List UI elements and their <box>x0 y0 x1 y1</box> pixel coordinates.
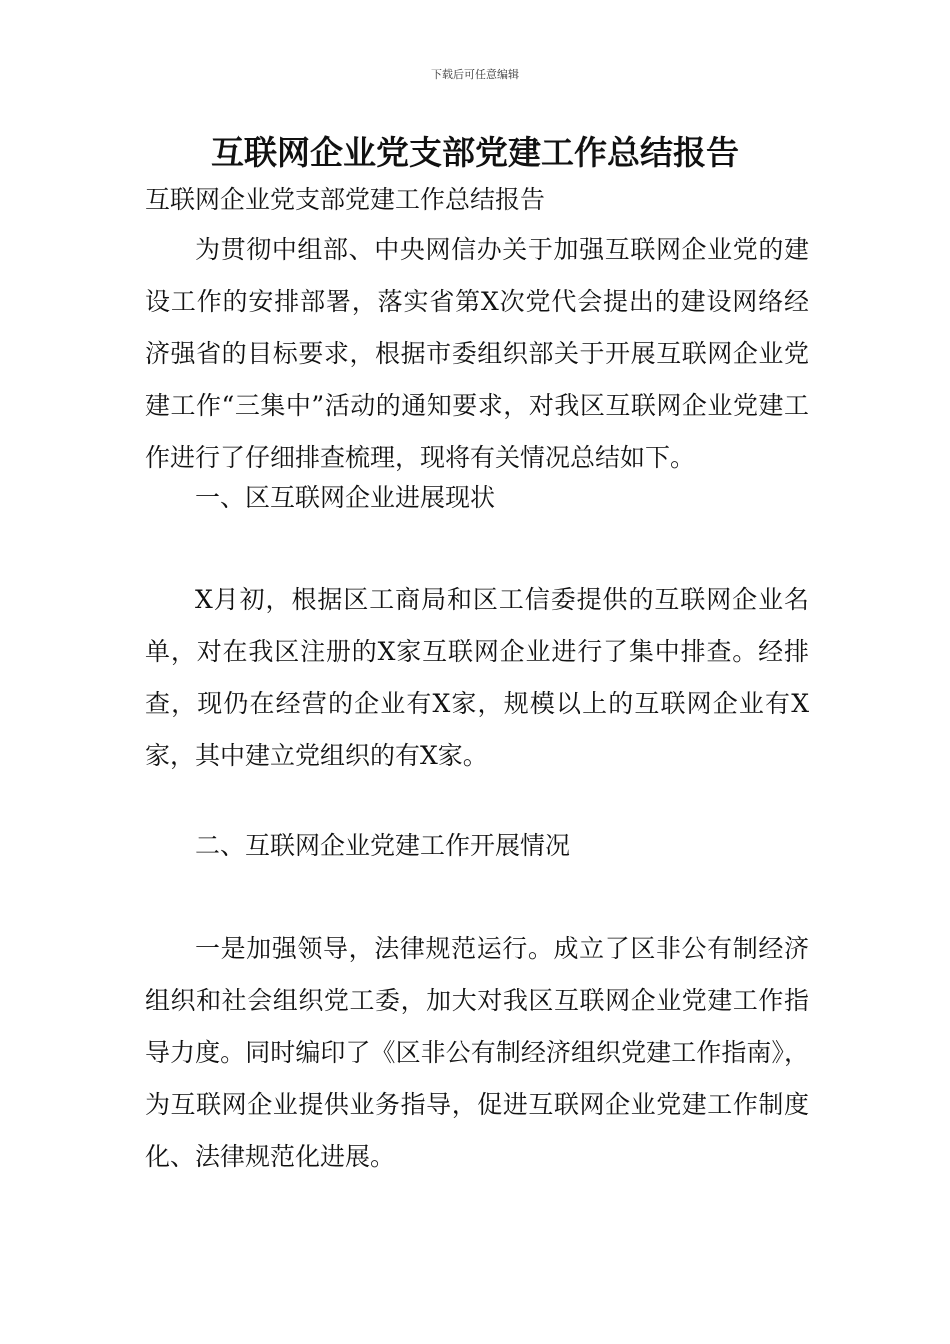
document-title: 互联网企业党支部党建工作总结报告 <box>211 133 739 172</box>
section-heading-1: 一、区互联网企业进展现状 <box>195 483 496 512</box>
paragraph-leadership: 一是加强领导，法律规范运行。成立了区非公有制经济组织和社会组织党工委，加大对我区互联网企业党建工作指导力度。同时编印了《区非公有制经济组织党建工作指南》，为互联网企业提供业务指导，促进互联网企业党建工作制度化、法律规范化进展。 <box>145 934 809 1171</box>
paragraph-intro: 为贯彻中组部、中央网信办关于加强互联网企业党的建设工作的安排部署，落实省第X次党代会提出的建设网络经济强省的目标要求，根据市委组织部关于开展互联网企业党建工作“三集中”活动的通知要求，对我区互联网企业党建工作进行了仔细排查梳理，现将有关情况总结如下。 <box>145 235 809 472</box>
document-subtitle: 互联网企业党支部党建工作总结报告 <box>145 185 546 214</box>
header-note: 下载后可任意编辑 <box>431 68 519 81</box>
paragraph-status: X月初，根据区工商局和区工信委提供的互联网企业名单，对在我区注册的X家互联网企业进行了集中排查。经排查，现仍在经营的企业有X家，规模以上的互联网企业有X家，其中建立党组织的有X家。 <box>145 585 809 770</box>
section-heading-2: 二、互联网企业党建工作开展情况 <box>195 831 571 860</box>
